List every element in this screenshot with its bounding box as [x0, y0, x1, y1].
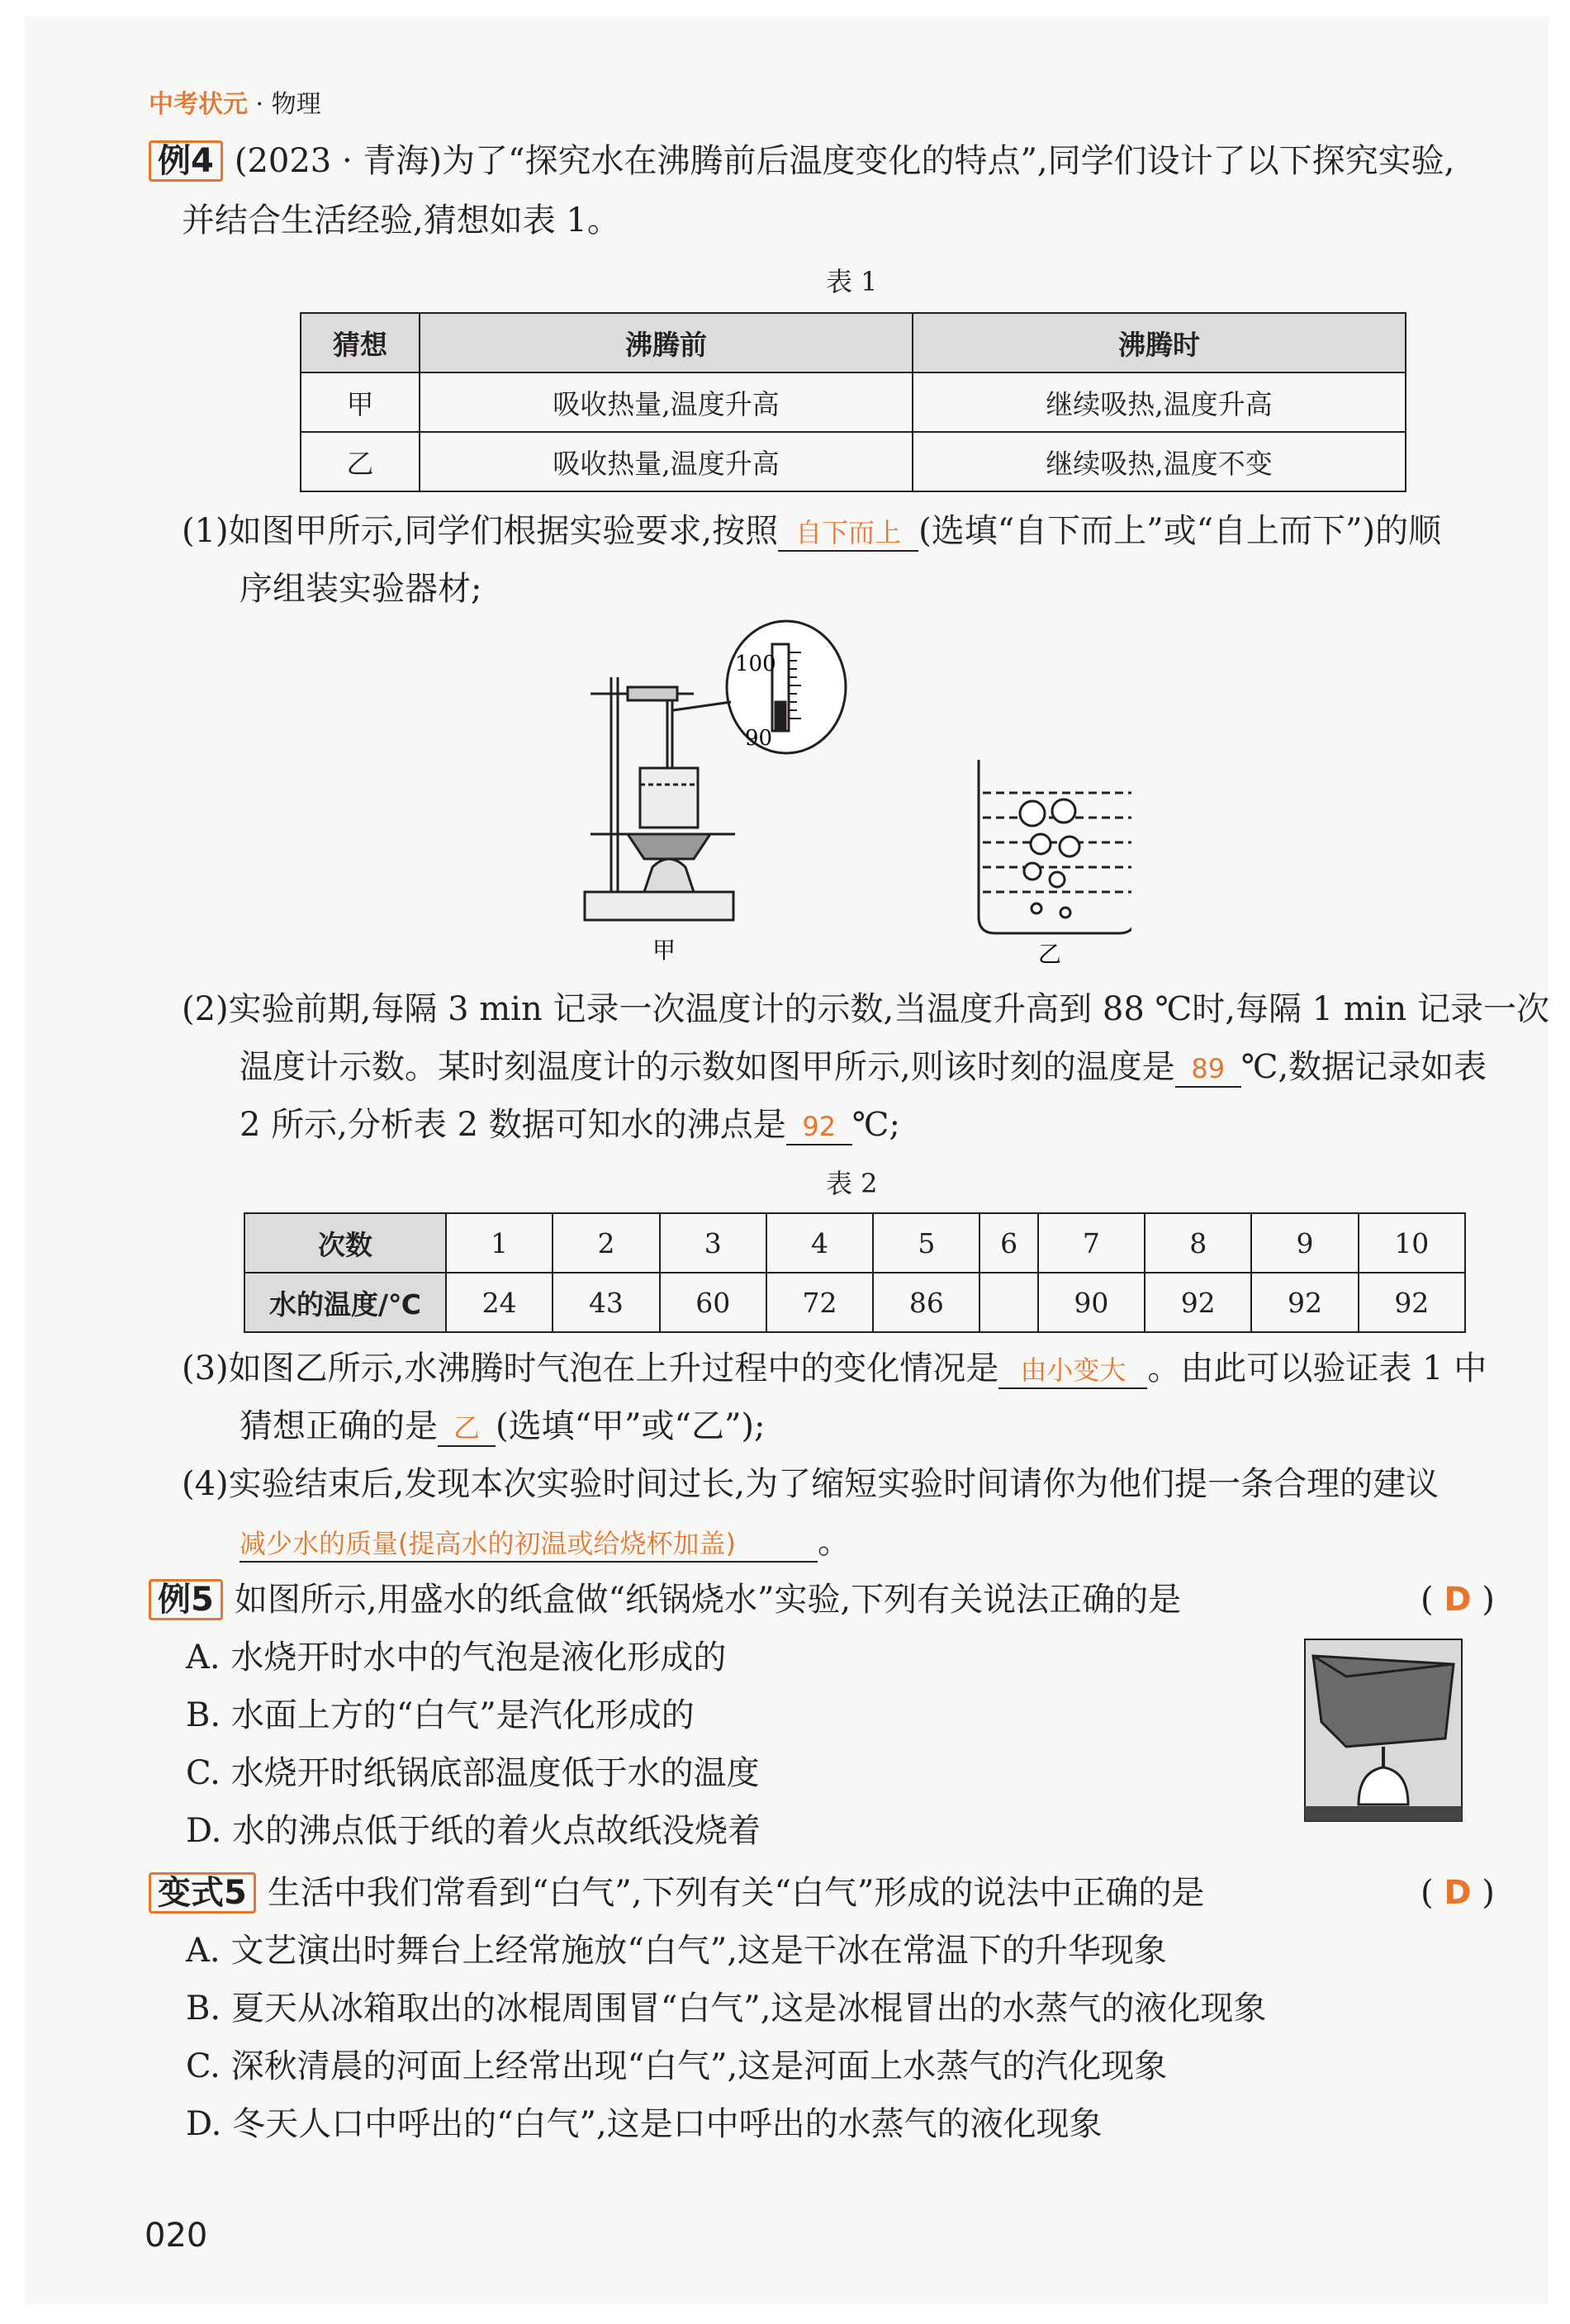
table2	[244, 1212, 1466, 1333]
table2-header: 水的温度/℃	[244, 1273, 446, 1332]
q2-line2-pre: 温度计示数。某时刻温度计的示数如图甲所示,则该时刻的温度是	[240, 1048, 1175, 1086]
table1-cell: 继续吸热,温度升高	[913, 372, 1406, 432]
q4-answer: 减少水的质量(提高水的初温或给烧杯加盖)	[240, 1526, 818, 1563]
q4-line2	[240, 1520, 851, 1564]
table2-count-row	[244, 1213, 1465, 1273]
table2-cell: 10	[1359, 1213, 1465, 1273]
ex4-intro-line2: 并结合生活经验,猜想如表 1。	[182, 202, 620, 240]
q2-line3-post: ℃;	[851, 1106, 900, 1144]
q1-line2: 序组装实验器材;	[240, 570, 482, 608]
table1-row	[301, 432, 1406, 491]
var5-tag: 变式5	[149, 1872, 256, 1914]
table2-cell: 24	[446, 1273, 553, 1332]
running-header	[149, 83, 321, 127]
q2-answer1: 89	[1175, 1051, 1241, 1088]
ex5-question-text: 如图所示,用盛水的纸盒做“纸锅烧水”实验,下列有关说法正确的是	[234, 1581, 1182, 1619]
beaker-yi	[979, 760, 1131, 933]
q1-line1	[182, 509, 1441, 553]
table2-cell: 43	[553, 1273, 659, 1332]
table2-cell: 6	[979, 1213, 1037, 1273]
paper-pot-illustration	[1297, 1631, 1470, 1829]
var5-answer-box: ( D )	[1421, 1874, 1495, 1912]
table2-caption: 表 2	[826, 1168, 878, 1199]
table2-cell: 1	[446, 1213, 553, 1273]
therm-label-100: 100	[735, 652, 776, 676]
page-number: 020	[145, 2217, 208, 2255]
table1-cell: 吸收热量,温度升高	[420, 432, 913, 491]
var5-option-b: B. 夏天从冰箱取出的冰棍周围冒“白气”,这是冰棍冒出的水蒸气的液化现象	[186, 1990, 1267, 2028]
table2-cell: 5	[873, 1213, 979, 1273]
q2-line3-pre: 2 所示,分析表 2 数据可知水的沸点是	[240, 1106, 786, 1144]
ex4-intro-line1	[149, 139, 1454, 183]
apparatus-jia	[585, 621, 846, 920]
var5-option-a: A. 文艺演出时舞台上经常施放“白气”,这是干冰在常温下的升华现象	[186, 1932, 1167, 1970]
q1-answer: 自下而上	[778, 515, 918, 552]
ex5-option-c: C. 水烧开时纸锅底部温度低于水的温度	[186, 1754, 760, 1792]
var5-option-c: C. 深秋清晨的河面上经常出现“白气”,这是河面上水蒸气的汽化现象	[186, 2047, 1168, 2085]
q4-line1: (4)实验结束后,发现本次实验时间过长,为了缩短实验时间请你为他们提一条合理的建议	[182, 1465, 1440, 1503]
table1-header-row	[301, 313, 1406, 372]
table2-cell: 86	[873, 1273, 979, 1332]
q3-pre: (3)如图乙所示,水沸腾时气泡在上升过程中的变化情况是	[182, 1349, 999, 1387]
var5-answer: D	[1444, 1874, 1472, 1912]
table1-cell: 吸收热量,温度升高	[420, 372, 913, 432]
table1-header: 沸腾前	[420, 313, 913, 372]
ex5-question	[149, 1577, 1181, 1622]
q2-line1: (2)实验前期,每隔 3 min 记录一次温度计的示数,当温度升高到 88 ℃时,每隔 1 min 记录一次	[182, 990, 1550, 1028]
ex4-text-1: (2023 · 青海)为了“探究水在沸腾前后温度变化的特点”,同学们设计了以下探究实验,	[234, 142, 1455, 180]
brand-logo: 中考状元	[149, 90, 248, 119]
table2-temp-row	[244, 1273, 1465, 1332]
table2-header: 次数	[244, 1213, 446, 1273]
ex5-option-b: B. 水面上方的“白气”是汽化形成的	[186, 1696, 695, 1734]
label-jia: 甲	[652, 937, 676, 964]
experiment-figure	[570, 619, 1131, 975]
table1-row	[301, 372, 1406, 432]
var5-option-d: D. 冬天人口中呼出的“白气”,这是口中呼出的水蒸气的液化现象	[186, 2105, 1103, 2143]
table2-cell: 60	[660, 1273, 766, 1332]
table2-cell	[979, 1273, 1037, 1332]
table2-cell: 92	[1145, 1273, 1251, 1332]
q3-answer2: 乙	[438, 1411, 496, 1447]
table1-header: 猜想	[301, 313, 420, 372]
q2-answer2: 92	[786, 1109, 852, 1145]
header-dot: ·	[255, 90, 264, 119]
q3-post: 。由此可以验证表 1 中	[1147, 1349, 1487, 1387]
q2-line3	[240, 1103, 900, 1147]
table1-cell: 甲	[301, 372, 420, 432]
table2-cell: 90	[1038, 1273, 1145, 1332]
q2-line2	[240, 1045, 1487, 1089]
table2-cell: 4	[766, 1213, 873, 1273]
q2-line2-post: ℃,数据记录如表	[1240, 1048, 1487, 1086]
header-subject: 物理	[271, 90, 321, 119]
q3-line2-pre: 猜想正确的是	[240, 1407, 438, 1445]
table1-caption: 表 1	[826, 266, 878, 297]
ex5-option-a: A. 水烧开时水中的气泡是液化形成的	[186, 1639, 727, 1677]
ex5-answer: D	[1444, 1581, 1472, 1619]
label-yi: 乙	[1038, 941, 1062, 968]
table2-cell: 8	[1145, 1213, 1251, 1273]
therm-label-90: 90	[745, 726, 773, 751]
ex4-tag: 例4	[149, 140, 223, 182]
table2-cell: 92	[1251, 1273, 1358, 1332]
table1-cell: 继续吸热,温度不变	[913, 432, 1406, 491]
table1-cell: 乙	[301, 432, 420, 491]
q1-pre: (1)如图甲所示,同学们根据实验要求,按照	[182, 512, 779, 550]
table2-cell: 2	[553, 1213, 659, 1273]
q3-line1	[182, 1346, 1487, 1391]
table2-cell: 92	[1359, 1273, 1465, 1332]
q4-end: 。	[818, 1523, 851, 1561]
ex5-option-d: D. 水的沸点低于纸的着火点故纸没烧着	[186, 1812, 761, 1850]
table1-header: 沸腾时	[913, 313, 1406, 372]
ex5-answer-box: ( D )	[1421, 1581, 1495, 1619]
q1-post: (选填“自下而上”或“自上而下”)的顺	[918, 512, 1442, 550]
q3-answer1: 由小变大	[998, 1353, 1147, 1389]
table2-cell: 72	[766, 1273, 873, 1332]
table2-cell: 3	[660, 1213, 766, 1273]
table1	[300, 312, 1406, 492]
var5-question	[149, 1871, 1204, 1915]
table2-cell: 7	[1038, 1213, 1145, 1273]
q3-line2-post: (选填“甲”或“乙”);	[496, 1407, 766, 1445]
var5-question-text: 生活中我们常看到“白气”,下列有关“白气”形成的说法中正确的是	[267, 1874, 1205, 1912]
table2-cell: 9	[1251, 1213, 1358, 1273]
q3-line2	[240, 1404, 765, 1449]
ex5-tag: 例5	[149, 1579, 223, 1620]
